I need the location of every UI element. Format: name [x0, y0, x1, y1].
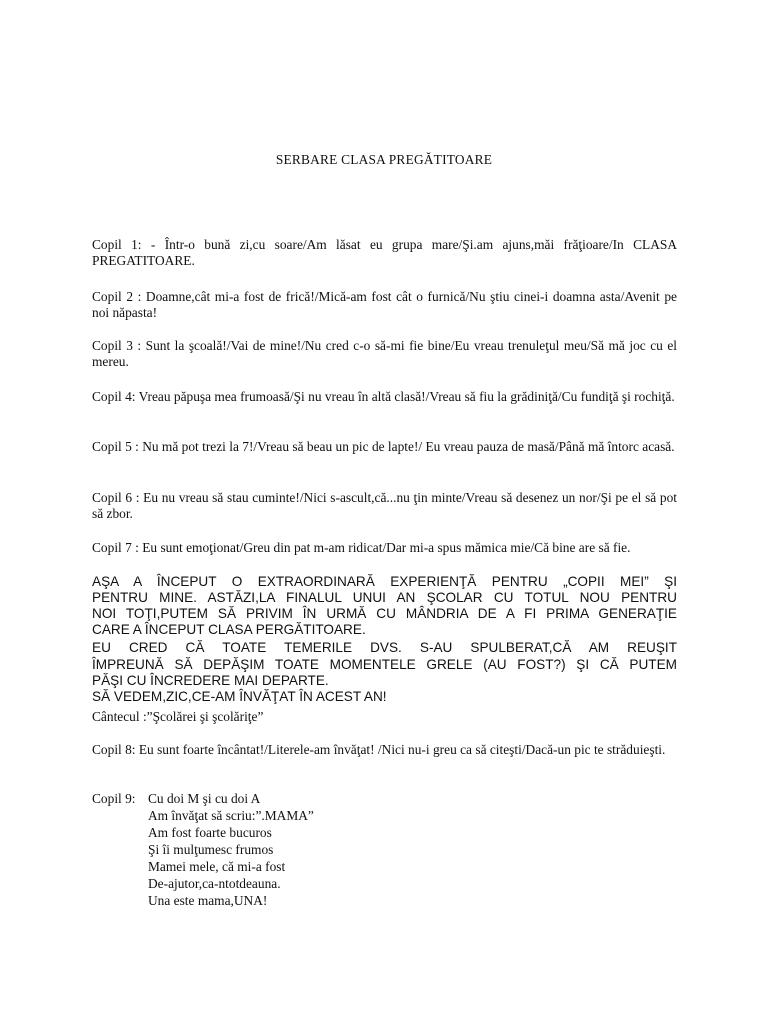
song-title: Cântecul :”Şcolărei şi şcolăriţe” [92, 709, 264, 724]
narration-line: PENTRU MINE. ASTĂZI,LA FINALUL UNUI AN ŞCOLAR CU TOTUL NOU PENTRU [92, 590, 677, 605]
poem-line: Am învăţat să scriu:”.MAMA” [148, 808, 314, 823]
paragraph-copil-2: Copil 2 : Doamne,cât mi-a fost de frică!/Mică-am fost cât o furnică/Nu ştiu cinei-i doamna asta/Avenit pe noi năpasta! [92, 289, 677, 321]
paragraph-copil-8: Copil 8: Eu sunt foarte încântat!/Literele-am învăţat! /Nici nu-i greu ca să citeşti/Dacă-un pic te străduieşti. [92, 742, 666, 757]
poem-line: Una este mama,UNA! [148, 893, 268, 908]
paragraph-copil-5: Copil 5 : Nu mă pot trezi la 7!/Vreau să beau un pic de lapte!/ Eu vreau pauza de masă/Până mă întorc acasă. [92, 439, 675, 454]
paragraph-copil-3: Copil 3 : Sunt la şcoală!/Vai de mine!/Nu cred c-o să-mi fie bine/Eu vreau trenuleţul meu/Să mă joc cu el mereu. [92, 338, 677, 370]
narration-line: NOI TOŢI,PUTEM SĂ PRIVIM ÎN URMĂ CU MÂNDRIA DE A FI PRIMA GENERAŢIE [92, 606, 677, 621]
narration-line: EU CRED CĂ TOATE TEMERILE DVS. S-AU SPULBERAT,CĂ AM REUŞIT [92, 640, 677, 655]
poem-line: Cu doi M şi cu doi A [148, 791, 261, 806]
narration-line: AŞA A ÎNCEPUT O EXTRAORDINARĂ EXPERIENŢĂ PENTRU „COPII MEI” ŞI [92, 574, 677, 589]
paragraph-copil-7: Copil 7 : Eu sunt emoţionat/Greu din pat m-am ridicat/Dar mi-a spus mămica mie/Că bine are să fie. [92, 540, 631, 555]
paragraph-copil-6: Copil 6 : Eu nu vreau să stau cuminte!/Nici s-ascult,că...nu ţin minte/Vreau să desenez un nor/Şi pe el să pot să zbor. [92, 490, 677, 522]
narration-line: ÎMPREUNĂ SĂ DEPĂŞIM TOATE MOMENTELE GRELE (AU FOST?) ŞI CĂ PUTEM [92, 657, 677, 672]
narration-line: SĂ VEDEM,ZIC,CE-AM ÎNVĂŢAT ÎN ACEST AN! [92, 689, 387, 704]
document-title: SERBARE CLASA PREGĂTITOARE [275, 152, 493, 167]
paragraph-copil-1: Copil 1: - Într-o bună zi,cu soare/Am lăsat eu grupa mare/Şi.am ajuns,măi frăţioare/In CLASA PREGATITOARE. [92, 237, 677, 269]
narration-line: PĂŞI CU ÎNCREDERE MAI DEPARTE. [92, 673, 329, 688]
narration-line: CARE A ÎNCEPUT CLASA PERGĂTITOARE. [92, 622, 366, 637]
poem-line: Şi îi mulţumesc frumos [148, 842, 274, 857]
poem-line: Mamei mele, că mi-a fost [148, 859, 286, 874]
poem-line: Am fost foarte bucuros [148, 825, 272, 840]
poem-label: Copil 9: [92, 791, 136, 806]
paragraph-copil-4: Copil 4: Vreau păpuşa mea frumoasă/Şi nu vreau în altă clasă!/Vreau să fiu la grădiniţă/Cu fundiţă şi rochiţă. [92, 389, 675, 404]
poem-line: De-ajutor,ca-ntotdeauna. [148, 876, 281, 891]
